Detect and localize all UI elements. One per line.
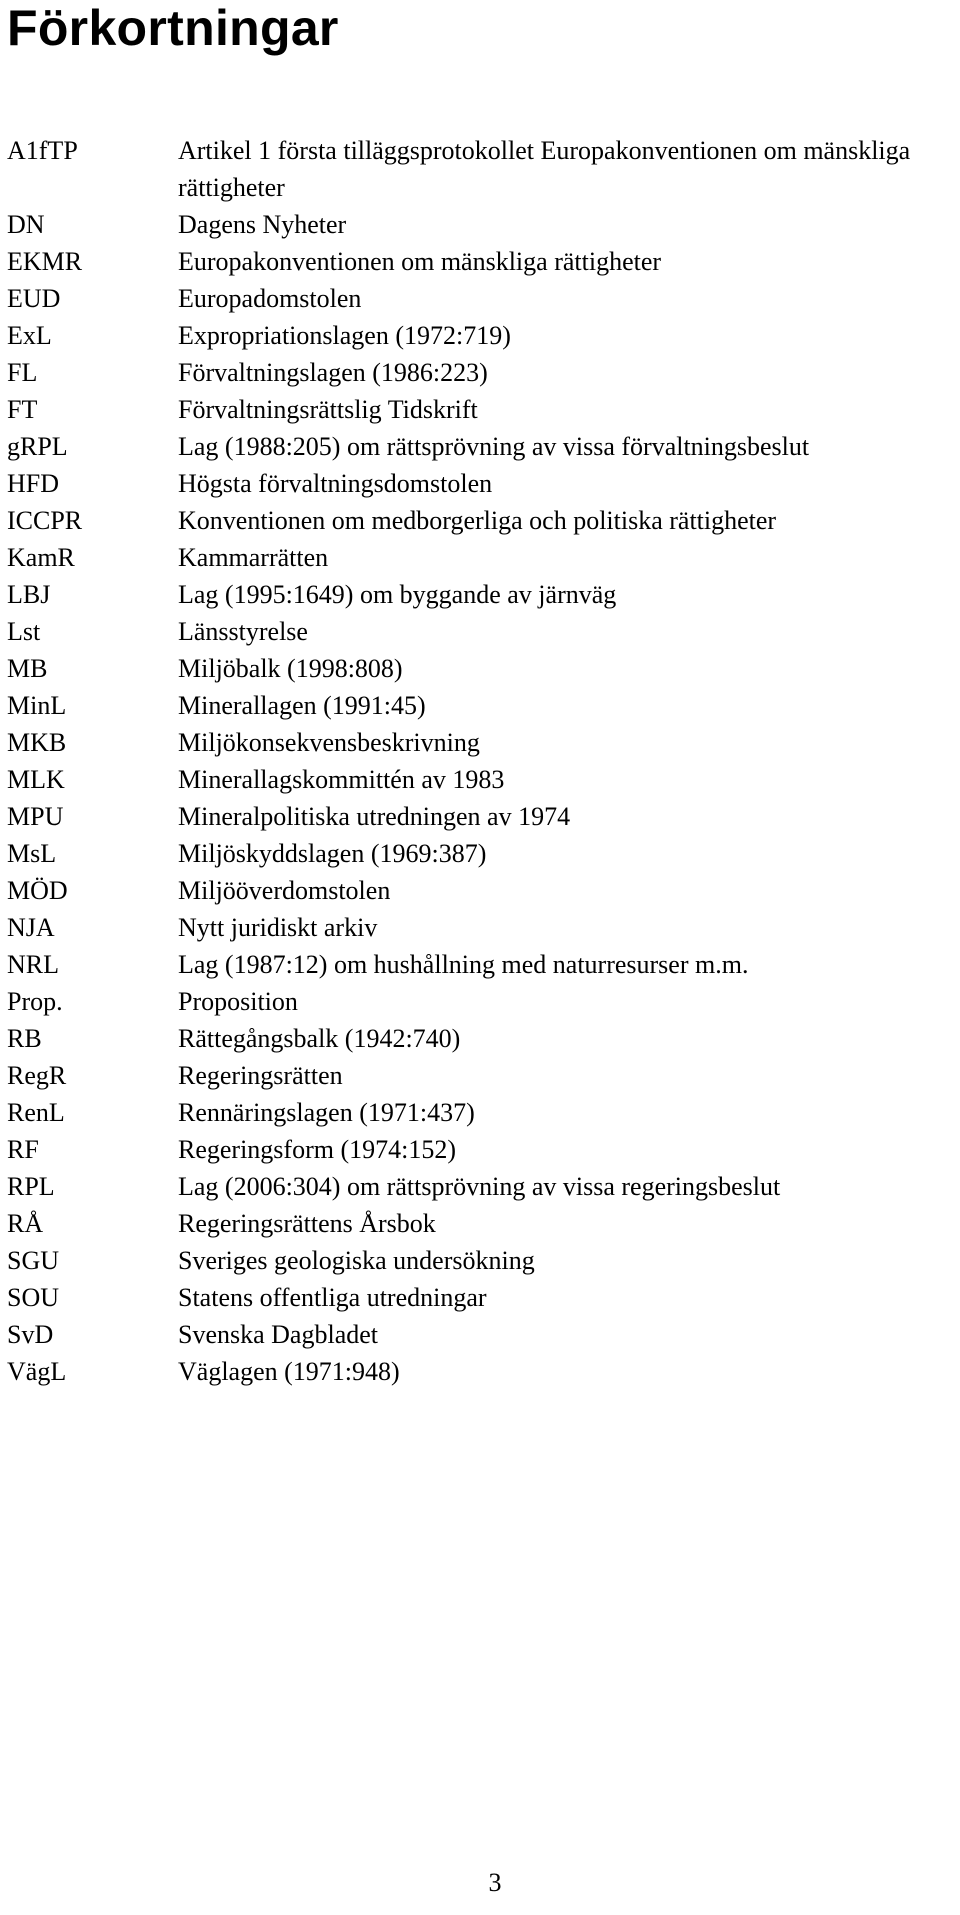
abbreviation-term: SGU [7,1246,60,1275]
abbreviation-term: Prop. [7,987,63,1016]
abbreviation-term: RB [7,1024,42,1053]
abbreviation-term: LBJ [7,580,51,609]
abbreviation-definition: Rennäringslagen (1971:437) [178,1098,475,1127]
abbreviation-term: MinL [7,691,67,720]
abbreviation-definition: Artikel 1 första tilläggsprotokollet Europakonventionen om mänskliga rättigheter [178,136,911,202]
abbreviation-term: RÅ [7,1209,44,1238]
abbreviation-row [0,724,960,761]
abbreviation-definition: Miljöbalk (1998:808) [178,654,403,683]
abbreviation-row [0,391,960,428]
abbreviation-definition: Lag (1988:205) om rättsprövning av vissa förvaltningsbeslut [178,432,810,461]
abbreviation-definition: Mineralpolitiska utredningen av 1974 [178,802,571,831]
abbreviation-term: RPL [7,1172,55,1201]
abbreviation-row [0,354,960,391]
abbreviation-row [0,650,960,687]
abbreviation-definition: Rättegångsbalk (1942:740) [178,1024,461,1053]
abbreviation-definition: Väglagen (1971:948) [178,1357,400,1386]
abbreviation-term: DN [7,210,45,239]
abbreviation-row [0,206,960,243]
abbreviation-definition: Expropriationslagen (1972:719) [178,321,511,350]
abbreviation-row [0,983,960,1020]
abbreviation-row [0,428,960,465]
abbreviation-definition: Regeringsrätten [178,1061,343,1090]
abbreviation-row [0,1205,960,1242]
abbreviation-definition: Minerallagen (1991:45) [178,691,426,720]
abbreviation-row [0,465,960,502]
abbreviation-row [0,1242,960,1279]
abbreviation-definition: Lag (2006:304) om rättsprövning av vissa regeringsbeslut [178,1172,781,1201]
abbreviation-definition: Högsta förvaltningsdomstolen [178,469,493,498]
abbreviation-definition: Nytt juridiskt arkiv [178,913,378,942]
abbreviation-row [0,1131,960,1168]
abbreviation-term: EUD [7,284,61,313]
abbreviation-definition: Miljöskyddslagen (1969:387) [178,839,487,868]
abbreviation-definition: Lag (1987:12) om hushållning med naturresurser m.m. [178,950,749,979]
abbreviation-term: MKB [7,728,67,757]
abbreviation-row [0,1057,960,1094]
abbreviation-row [0,613,960,650]
abbreviation-row [0,1279,960,1316]
abbreviation-definition: Konventionen om medborgerliga och politiska rättigheter [178,506,777,535]
abbreviation-definition: Regeringsform (1974:152) [178,1135,457,1164]
abbreviation-definition: Länsstyrelse [178,617,308,646]
abbreviation-row [0,798,960,835]
abbreviation-definition: Förvaltningsrättslig Tidskrift [178,395,478,424]
abbreviation-row [0,539,960,576]
abbreviation-term: NJA [7,913,55,942]
abbreviation-term: SOU [7,1283,60,1312]
abbreviation-term: SvD [7,1320,54,1349]
abbreviation-term: Lst [7,617,41,646]
abbreviation-definition: Sveriges geologiska undersökning [178,1246,535,1275]
page-title: Förkortningar [7,0,339,56]
abbreviation-row [0,1168,960,1205]
page-number: 3 [488,1868,502,1897]
abbreviation-list [0,132,960,1390]
abbreviation-definition: Förvaltningslagen (1986:223) [178,358,488,387]
abbreviation-term: EKMR [7,247,83,276]
abbreviation-definition: Europakonventionen om mänskliga rättigheter [178,247,662,276]
abbreviation-row [0,1094,960,1131]
abbreviation-term: MÖD [7,876,68,905]
abbreviation-row [0,761,960,798]
abbreviation-term: MLK [7,765,65,794]
abbreviation-term: KamR [7,543,75,572]
abbreviation-row [0,1020,960,1057]
abbreviation-term: MB [7,654,48,683]
abbreviation-term: MsL [7,839,57,868]
abbreviation-definition: Dagens Nyheter [178,210,347,239]
abbreviation-term: ExL [7,321,52,350]
abbreviation-term: A1fTP [7,136,78,165]
abbreviation-term: RenL [7,1098,65,1127]
abbreviation-definition: Kammarrätten [178,543,329,572]
abbreviation-definition: Miljööverdomstolen [178,876,391,905]
abbreviation-row [0,280,960,317]
abbreviation-term: MPU [7,802,64,831]
abbreviation-row [0,1353,960,1390]
abbreviation-term: NRL [7,950,59,979]
abbreviation-definition: Europadomstolen [178,284,362,313]
abbreviation-row [0,502,960,539]
abbreviation-row [0,1316,960,1353]
abbreviation-term: ICCPR [7,506,83,535]
abbreviation-definition: Lag (1995:1649) om byggande av järnväg [178,580,617,609]
abbreviation-definition: Svenska Dagbladet [178,1320,379,1349]
abbreviation-term: gRPL [7,432,68,461]
abbreviation-definition: Regeringsrättens Årsbok [178,1209,436,1238]
abbreviation-term: HFD [7,469,60,498]
abbreviation-row [0,243,960,280]
abbreviation-definition: Proposition [178,987,298,1016]
abbreviation-term: RegR [7,1061,67,1090]
abbreviation-row [0,687,960,724]
abbreviation-row [0,909,960,946]
abbreviation-row [0,132,960,206]
abbreviation-row [0,576,960,613]
abbreviation-definition: Statens offentliga utredningar [178,1283,487,1312]
abbreviation-row [0,946,960,983]
abbreviation-term: FL [7,358,38,387]
abbreviation-row [0,317,960,354]
abbreviation-row [0,835,960,872]
abbreviation-definition: Miljökonsekvensbeskrivning [178,728,480,757]
abbreviation-definition: Minerallagskommittén av 1983 [178,765,505,794]
abbreviation-term: VägL [7,1357,67,1386]
abbreviation-term: RF [7,1135,39,1164]
abbreviation-row [0,872,960,909]
abbreviation-term: FT [7,395,38,424]
